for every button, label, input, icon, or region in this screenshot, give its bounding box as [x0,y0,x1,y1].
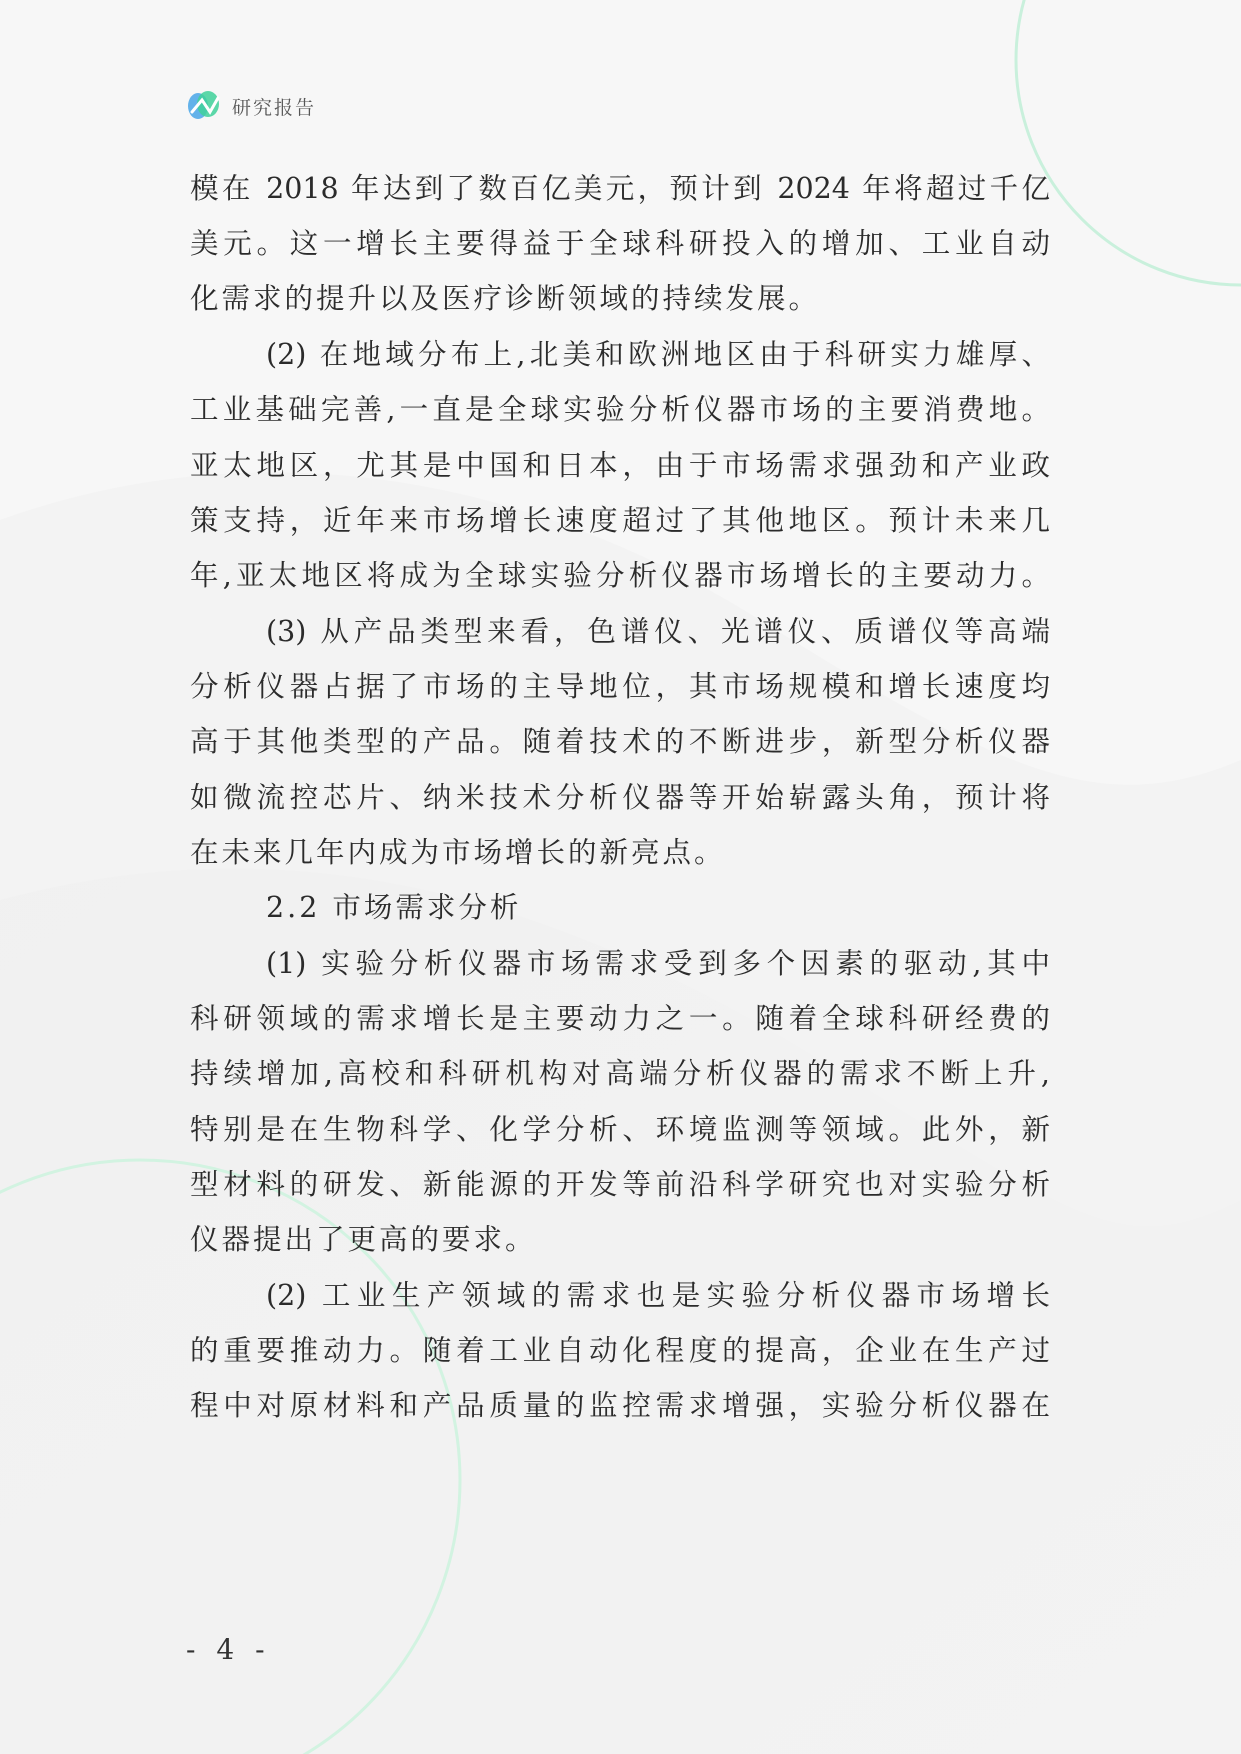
body-line: 模在 2018 年达到了数百亿美元，预计到 2024 年将超过千亿 [190,172,1050,205]
page-number: - 4 - [186,1633,271,1666]
body-line: 分析仪器占据了市场的主导地位，其市场规模和增长速度均 [190,670,1050,703]
report-logo-icon [186,88,222,124]
body-line: 工业基础完善,一直是全球实验分析仪器市场的主要消费地。 [190,393,1050,426]
body-line: 仪器提出了更高的要求。 [190,1223,537,1256]
header-title: 研究报告 [232,97,317,119]
body-line: 型材料的研发、新能源的开发等前沿科学研究也对实验分析 [190,1168,1050,1201]
body-line: 的重要推动力。随着工业自动化程度的提高，企业在生产过 [190,1334,1050,1367]
body-line: 如微流控芯片、纳米技术分析仪器等开始崭露头角，预计将 [190,781,1050,814]
body-line: 在未来几年内成为市场增长的新亮点。 [190,836,726,869]
body-line: 特别是在生物科学、化学分析、环境监测等领域。此外，新 [190,1113,1050,1146]
body-line: (2) 在地域分布上,北美和欧洲地区由于科研实力雄厚、 [266,338,1050,371]
body-line: (2) 工业生产领域的需求也是实验分析仪器市场增长 [266,1279,1050,1312]
body-line: 科研领域的需求增长是主要动力之一。随着全球科研经费的 [190,1002,1050,1035]
body-line: 高于其他类型的产品。随着技术的不断进步，新型分析仪器 [190,725,1050,758]
body-line: 策支持，近年来市场增长速度超过了其他地区。预计未来几 [190,504,1050,537]
body-line: (3) 从产品类型来看，色谱仪、光谱仪、质谱仪等高端 [266,615,1050,648]
body-line: 亚太地区，尤其是中国和日本，由于市场需求强劲和产业政 [190,449,1050,482]
body-line: 持续增加,高校和科研机构对高端分析仪器的需求不断上升, [190,1057,1050,1090]
body-line: 年,亚太地区将成为全球实验分析仪器市场增长的主要动力。 [190,559,1050,592]
body-line: 化需求的提升以及医疗诊断领域的持续发展。 [190,282,821,315]
body-line: (1) 实验分析仪器市场需求受到多个因素的驱动,其中 [266,947,1050,980]
body-line: 程中对原材料和产品质量的监控需求增强，实验分析仪器在 [190,1389,1050,1422]
body-line: 美元。这一增长主要得益于全球科研投入的增加、工业自动 [190,227,1050,260]
section-heading: 2.2 市场需求分析 [266,891,522,924]
